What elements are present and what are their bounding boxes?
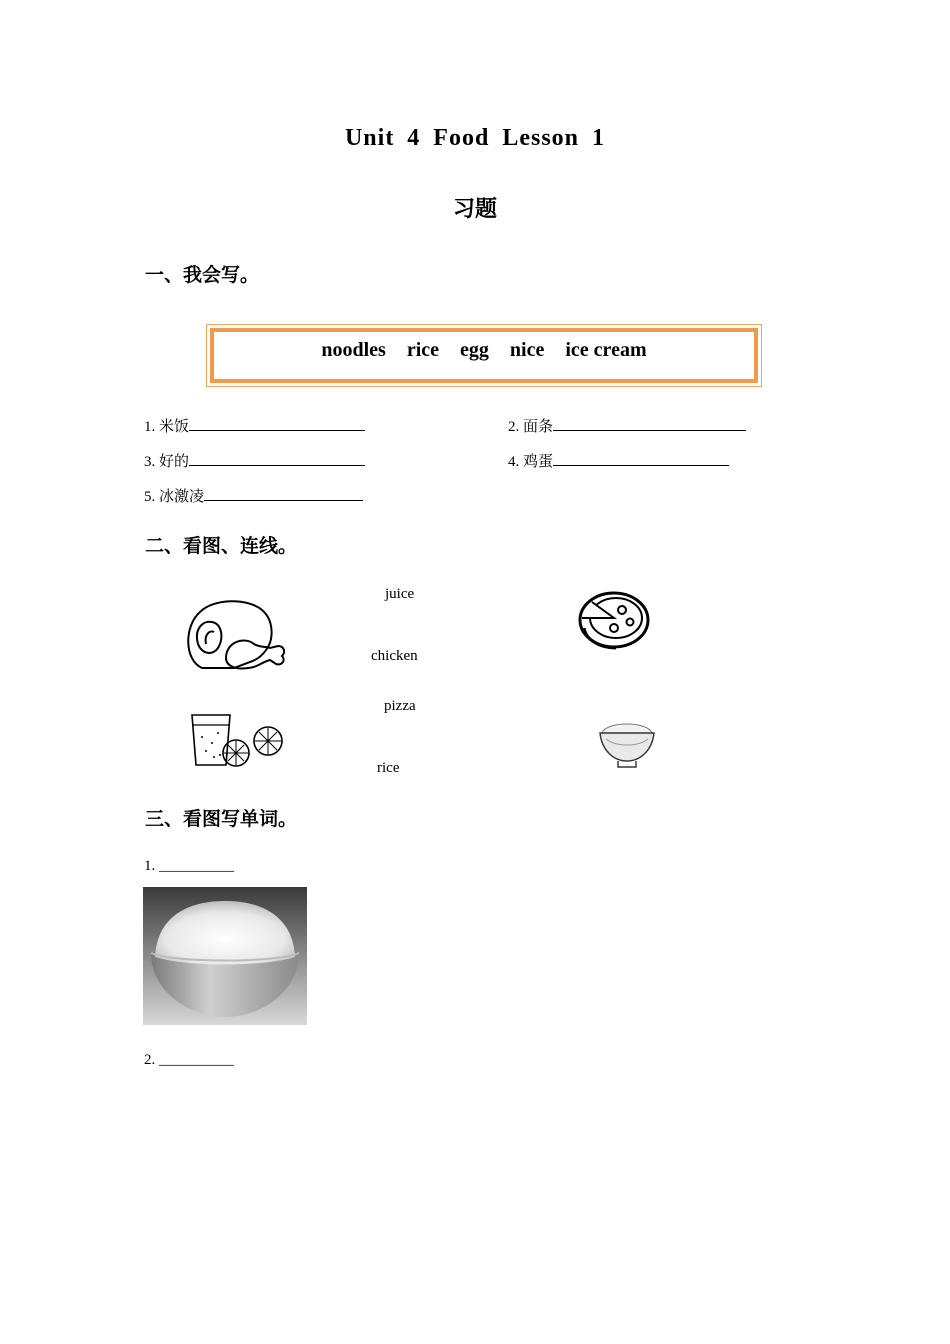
page-subtitle: 习题 [452, 197, 497, 222]
word-bank-item: noodles [321, 339, 386, 361]
juice-oranges-icon[interactable] [188, 711, 288, 769]
match-word-pizza[interactable]: pizza [384, 698, 416, 714]
rice-bowl-photo [143, 887, 307, 1025]
answer-line[interactable] [553, 416, 746, 431]
write-item-2 [508, 415, 746, 436]
word-bank-item: ice cream [565, 339, 647, 361]
rice-bowl-icon[interactable] [596, 717, 658, 771]
write-item-4 [508, 450, 729, 471]
item-number: 2. [144, 1052, 156, 1068]
answer-blank[interactable]: __________ [159, 858, 234, 874]
item-number: 5. [144, 489, 156, 505]
answer-line[interactable] [189, 451, 365, 466]
word-bank-item: rice [406, 339, 440, 361]
write-word-item-1[interactable] [144, 858, 234, 875]
match-word-juice[interactable]: juice [385, 586, 415, 602]
match-word-rice[interactable]: rice [377, 760, 400, 776]
item-prompt: 鸡蛋 [523, 452, 554, 470]
item-prompt: 面条 [523, 417, 554, 435]
write-word-item-2[interactable] [144, 1052, 234, 1069]
item-number: 2. [508, 419, 520, 435]
match-word-chicken[interactable]: chicken [371, 648, 418, 664]
answer-line[interactable] [553, 451, 729, 466]
item-number: 1. [144, 858, 156, 874]
answer-line[interactable] [189, 416, 365, 431]
section-3-heading: 三、看图写单词。 [145, 808, 298, 830]
item-prompt: 冰激凌 [159, 487, 205, 505]
section-1-heading: 一、我会写。 [145, 264, 260, 286]
word-bank [313, 339, 654, 362]
word-bank-item: nice [509, 339, 545, 361]
answer-blank[interactable]: __________ [159, 1052, 234, 1068]
item-number: 4. [508, 454, 520, 470]
item-prompt: 好的 [159, 452, 190, 470]
answer-line[interactable] [204, 486, 363, 501]
word-bank-box [206, 324, 762, 387]
item-number: 3. [144, 454, 156, 470]
page-title: Unit 4 Food Lesson 1 [344, 125, 606, 151]
write-item-1 [144, 415, 365, 436]
item-number: 1. [144, 419, 156, 435]
write-item-3 [144, 450, 365, 471]
pizza-icon[interactable] [576, 588, 652, 654]
write-item-5 [144, 485, 363, 506]
word-bank-item: egg [460, 339, 489, 361]
section-2-heading: 二、看图、连线。 [145, 535, 298, 557]
item-prompt: 米饭 [159, 417, 190, 435]
chicken-drumstick-icon[interactable] [182, 596, 292, 676]
